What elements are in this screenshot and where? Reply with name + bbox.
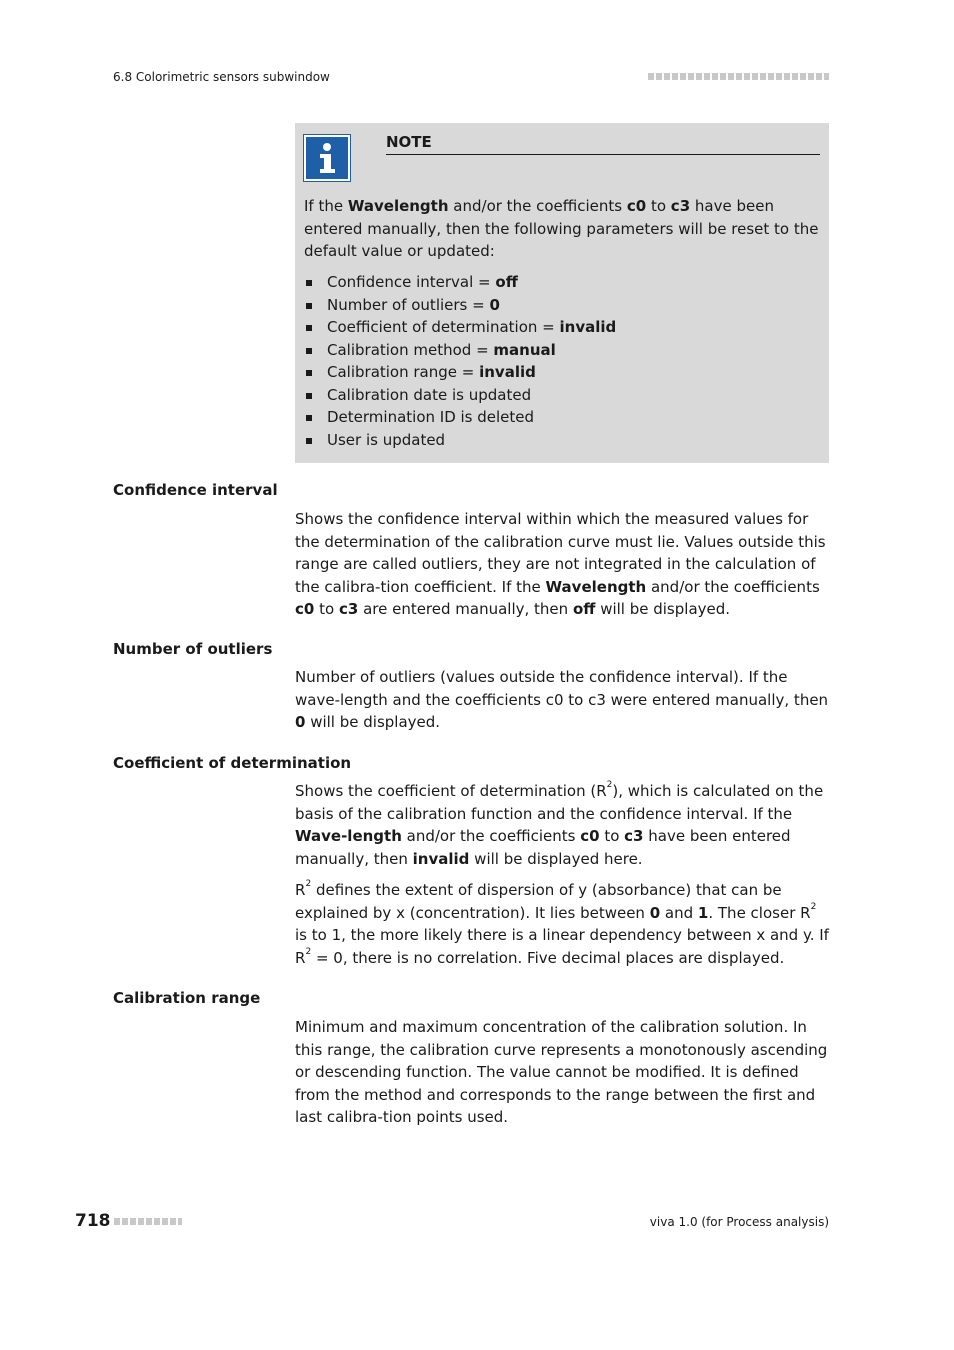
- term-confidence-interval: Confidence interval: [113, 481, 278, 499]
- note-title: NOTE: [386, 133, 820, 155]
- description-calibration-range: Minimum and maximum concentration of the calibration solution. In this range, the calibration curve represents a monotonously ascending or descending function. The value cannot be modified. It is defined from the method and corresponds to the range between the first and last calibra-tion points used.: [295, 1018, 828, 1126]
- description-r-squared: $R^2$ defines the extent of dispersion of y (absorbance) that can be explained by x (concentration). It lies between 0 and 1. The closer $R^2$ is to 1, the more likely there is a linear dependency between x and y. If $R^2 = 0$, there is no correlation. Five decimal places are displayed.: [295, 879, 829, 967]
- page-number: 718: [75, 1211, 111, 1231]
- note-list: [304, 271, 824, 451]
- description-confidence-interval: Shows the confidence interval within which the measured values for the determination of the calibration curve must lie. Values outside this range are called outliers, they are not integrated in the calculation of the calibra-tion coefficient. If the Wavelength and/or the coefficients c0 to c3 are entered manually, then off will be displayed.: [295, 510, 826, 618]
- term-number-of-outliers: Number of outliers: [113, 640, 273, 658]
- list-item: User is updated: [304, 429, 824, 452]
- list-item: Coefficient of determination = invalid: [304, 316, 824, 339]
- list-item: Determination ID is deleted: [304, 406, 824, 429]
- term-calibration-range: Calibration range: [113, 989, 261, 1007]
- list-item: Calibration range = invalid: [304, 361, 824, 384]
- list-item: Calibration date is updated: [304, 384, 824, 407]
- list-item: Confidence interval = off: [304, 271, 824, 294]
- list-item: Calibration method = manual: [304, 339, 824, 362]
- description-coefficient-of-determination: Shows the coefficient of determination $(R^2)$, which is calculated on the basis of the calibration function and the confidence interval. If the Wave-length and/or the coefficients c0 to c3 have been entered manually, then invalid will be displayed here.: [295, 780, 824, 868]
- running-header-section: 6.8 Colorimetric sensors subwindow: [113, 70, 330, 84]
- info-icon: [304, 135, 350, 181]
- description-number-of-outliers: Number of outliers (values outside the confidence interval). If the wave-length and the coefficients c0 to c3 were entered manually, then 0 will be displayed.: [295, 668, 829, 731]
- note-intro: If the Wavelength and/or the coefficients c0 to c3 have been entered manually, then the following parameters will be reset to the default value or updated:: [304, 197, 819, 260]
- term-coefficient-of-determination: Coefficient of determination: [113, 754, 352, 772]
- footer-dot-bar: [114, 1218, 182, 1225]
- header-dot-bar: [648, 73, 829, 80]
- note-box: [295, 123, 829, 463]
- list-item: Number of outliers = 0: [304, 294, 824, 317]
- running-footer-product: viva 1.0 (for Process analysis): [649, 1215, 829, 1229]
